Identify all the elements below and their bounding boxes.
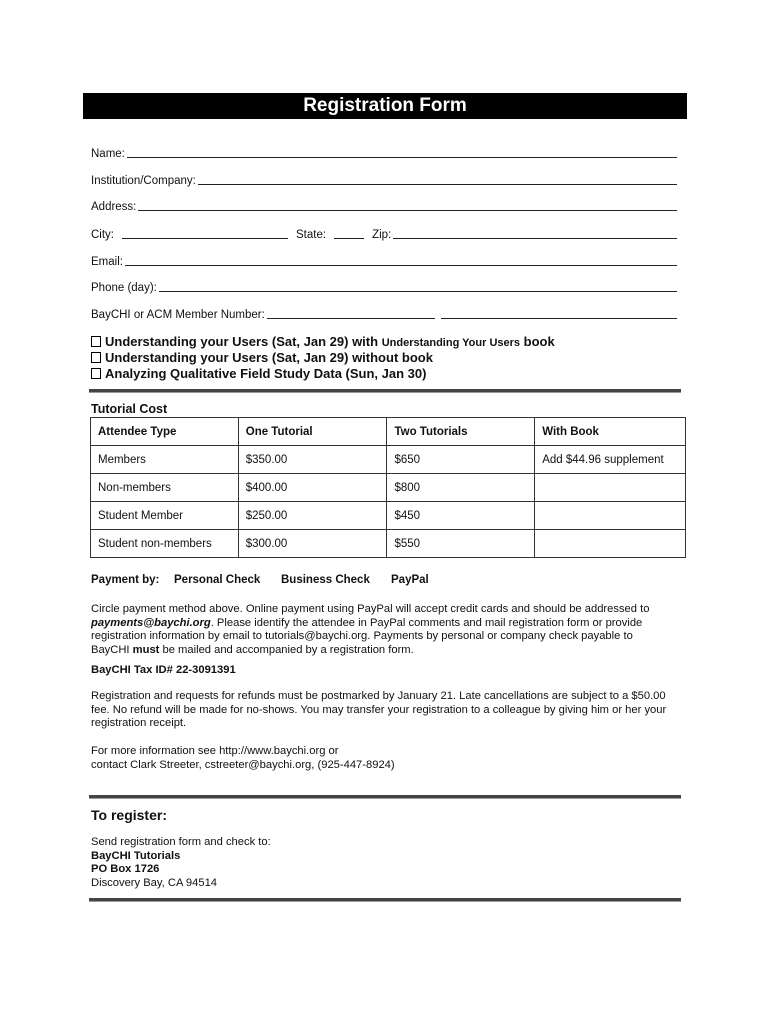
checkbox-icon[interactable] bbox=[91, 352, 101, 363]
contact-info bbox=[91, 745, 691, 772]
payment-instructions-line: registration information by email to tutorials@baychi.org. Payments by personal or company check payable to bbox=[91, 630, 633, 642]
payment-instructions-line bbox=[91, 617, 691, 631]
state-label: State: bbox=[296, 229, 327, 241]
table-header: With Book bbox=[535, 418, 686, 446]
table-header: Two Tutorials bbox=[387, 418, 535, 446]
institution-label: Institution/Company: bbox=[91, 175, 196, 187]
table-cell: $650 bbox=[387, 446, 535, 474]
mailing-org: BayCHI Tutorials bbox=[91, 849, 181, 862]
institution-field[interactable] bbox=[91, 171, 677, 187]
state-line[interactable] bbox=[334, 227, 364, 239]
table-cell: $300.00 bbox=[238, 530, 387, 558]
mailing-city: Discovery Bay, CA 94514 bbox=[91, 876, 218, 889]
table-cell bbox=[535, 530, 686, 558]
member-line-2[interactable] bbox=[441, 307, 677, 319]
form-title: Registration Form bbox=[83, 93, 687, 119]
payment-paypal[interactable]: PayPal bbox=[391, 574, 429, 586]
table-cell: $550 bbox=[387, 530, 535, 558]
institution-line[interactable] bbox=[198, 173, 677, 185]
table-cell: Student non-members bbox=[91, 530, 239, 558]
refund-policy bbox=[91, 690, 691, 731]
refund-policy-line: Registration and requests for refunds must be postmarked by January 21. Late cancellations are subject to a $50.00 bbox=[91, 690, 666, 702]
address-field[interactable] bbox=[91, 197, 677, 213]
option-with-book[interactable] bbox=[91, 334, 555, 349]
option-book-word: book bbox=[523, 334, 555, 349]
phone-label: Phone (day): bbox=[91, 282, 157, 294]
table-row bbox=[91, 474, 686, 502]
email-label: Email: bbox=[91, 256, 123, 268]
option-without-book-label: Understanding your Users (Sat, Jan 29) without book bbox=[105, 350, 433, 365]
address-label: Address: bbox=[91, 201, 137, 213]
contact-info-line: contact Clark Streeter, cstreeter@baychi.org, (925-447-8924) bbox=[91, 758, 395, 771]
phone-line[interactable] bbox=[159, 280, 677, 292]
name-line[interactable] bbox=[127, 146, 677, 158]
table-header-row bbox=[91, 418, 686, 446]
contact-info-line: For more information see http://www.baychi.org or bbox=[91, 745, 339, 757]
table-row bbox=[91, 502, 686, 530]
option-field-study-label: Analyzing Qualitative Field Study Data (Sun, Jan 30) bbox=[105, 366, 427, 381]
table-cell: Student Member bbox=[91, 502, 239, 530]
paypal-email-link[interactable]: payments@baychi.org bbox=[91, 616, 211, 629]
zip-label: Zip: bbox=[372, 229, 392, 241]
table-cell: Non-members bbox=[91, 474, 239, 502]
member-label: BayCHI or ACM Member Number: bbox=[91, 309, 265, 321]
table-header: Attendee Type bbox=[91, 418, 239, 446]
table-cell: $450 bbox=[387, 502, 535, 530]
mailing-address bbox=[91, 836, 691, 890]
payment-instructions-text: . Please identify the attendee in PayPal comments and mail registration form or provide bbox=[210, 616, 643, 629]
payment-personal-check[interactable]: Personal Check bbox=[174, 574, 261, 586]
table-cell: Members bbox=[91, 446, 239, 474]
section-divider bbox=[89, 898, 681, 902]
refund-policy-line: fee. No refund will be made for no-shows. You may transfer your registration to a colleague by giving him or her your bbox=[91, 703, 667, 716]
city-state-zip-field[interactable] bbox=[91, 225, 677, 241]
option-with-book-label: Understanding your Users (Sat, Jan 29) with bbox=[105, 334, 379, 349]
city-line[interactable] bbox=[122, 227, 288, 239]
tax-id: BayCHI Tax ID# 22-3091391 bbox=[91, 664, 236, 676]
payment-instructions-line bbox=[91, 644, 691, 658]
name-label: Name: bbox=[91, 148, 125, 160]
option-field-study[interactable] bbox=[91, 366, 426, 381]
phone-field[interactable] bbox=[91, 278, 677, 294]
payment-label: Payment by: bbox=[91, 574, 160, 586]
mailing-intro: Send registration form and check to: bbox=[91, 836, 271, 848]
table-header: One Tutorial bbox=[238, 418, 387, 446]
table-cell: $400.00 bbox=[238, 474, 387, 502]
address-line[interactable] bbox=[138, 199, 677, 211]
payment-instructions-text: be mailed and accompanied by a registration form. bbox=[162, 643, 414, 656]
table-cell: $350.00 bbox=[238, 446, 387, 474]
table-cell: $800 bbox=[387, 474, 535, 502]
table-row bbox=[91, 446, 686, 474]
register-heading: To register: bbox=[91, 807, 167, 823]
refund-policy-line: registration receipt. bbox=[91, 717, 187, 729]
payment-instructions-line: Circle payment method above. Online payment using PayPal will accept credit cards and should be addressed to bbox=[91, 603, 650, 615]
tutorial-cost-table bbox=[90, 417, 686, 558]
email-field[interactable] bbox=[91, 252, 677, 268]
member-line-1[interactable] bbox=[267, 307, 435, 319]
table-cell: $250.00 bbox=[238, 502, 387, 530]
payment-business-check[interactable]: Business Check bbox=[281, 574, 370, 586]
table-cell: Add $44.96 supplement bbox=[535, 446, 686, 474]
section-divider bbox=[89, 389, 681, 393]
section-divider bbox=[89, 795, 681, 799]
zip-line[interactable] bbox=[393, 227, 677, 239]
table-row bbox=[91, 530, 686, 558]
member-number-field[interactable] bbox=[91, 305, 677, 321]
checkbox-icon[interactable] bbox=[91, 336, 101, 347]
email-line[interactable] bbox=[125, 254, 677, 266]
must-emphasis: must bbox=[132, 643, 160, 656]
payment-instructions-text: BayCHI bbox=[91, 643, 130, 656]
option-book-title: Understanding Your Users bbox=[381, 337, 521, 349]
option-without-book[interactable] bbox=[91, 350, 433, 365]
checkbox-icon[interactable] bbox=[91, 368, 101, 379]
table-cell bbox=[535, 474, 686, 502]
table-cell bbox=[535, 502, 686, 530]
city-label: City: bbox=[91, 229, 114, 241]
payment-instructions bbox=[91, 603, 691, 657]
mailing-box: PO Box 1726 bbox=[91, 863, 160, 875]
tutorial-cost-title: Tutorial Cost bbox=[91, 402, 168, 416]
name-field[interactable] bbox=[91, 144, 677, 160]
